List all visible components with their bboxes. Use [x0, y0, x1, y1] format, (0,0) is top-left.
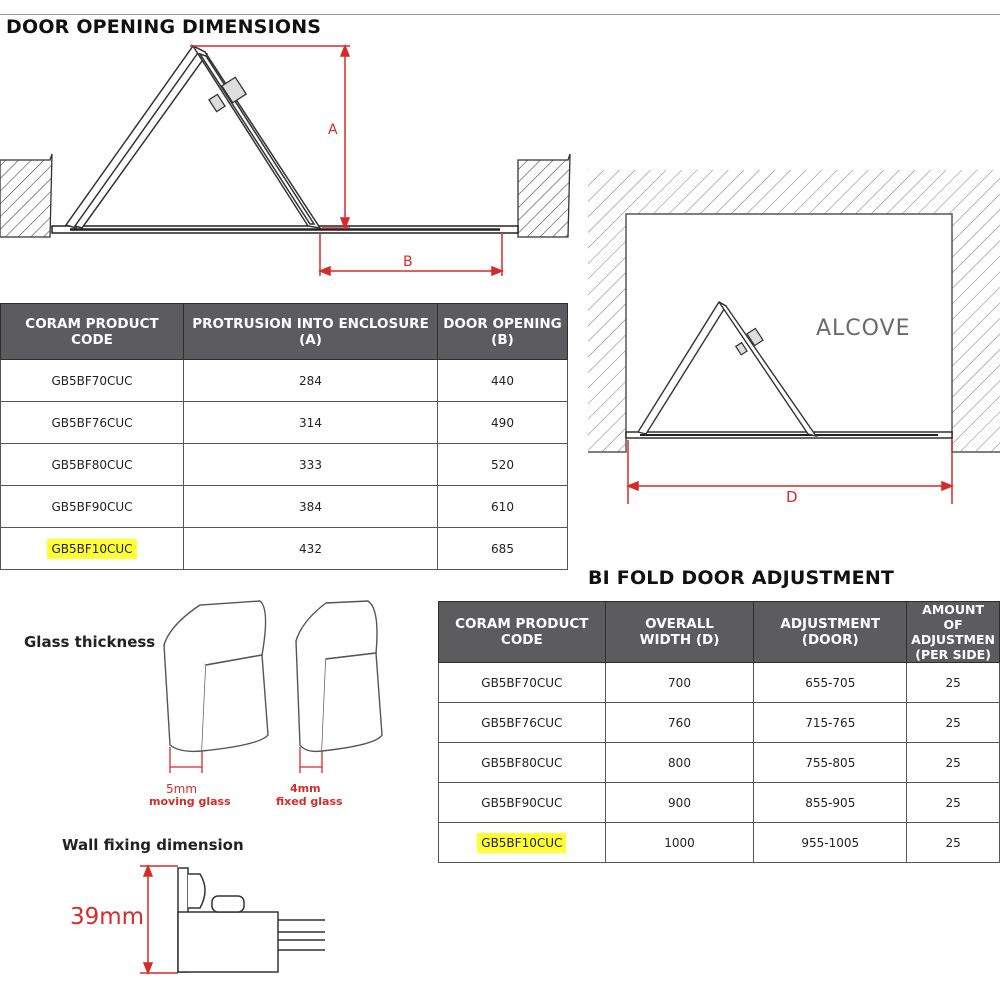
adjustment-value: 955-1005	[754, 823, 907, 863]
table-row	[1, 402, 568, 444]
dimension-a-label: A	[328, 122, 338, 138]
fixed-glass-label: fixed glass	[276, 795, 343, 808]
moving-glass-mm: 5mm	[166, 782, 198, 796]
dimension-d-label: D	[786, 488, 798, 506]
per-side-value: 25	[907, 743, 1000, 783]
wall-fixing-diagram	[130, 860, 330, 985]
door-opening-diagram	[0, 0, 580, 290]
product-code-highlighted: GB5BF10CUC	[1, 528, 184, 570]
table-row	[439, 703, 1000, 743]
width-value: 900	[605, 783, 754, 823]
product-code-highlighted: GB5BF10CUC	[439, 823, 606, 863]
folded-door-panels	[66, 46, 320, 228]
per-side-value: 25	[907, 783, 1000, 823]
adjustment-value: 855-905	[754, 783, 907, 823]
fixed-glass-mm: 4mm	[290, 782, 321, 795]
width-value: 1000	[605, 823, 754, 863]
left-wall	[0, 154, 52, 237]
product-code: GB5BF76CUC	[1, 402, 184, 444]
table-row	[1, 486, 568, 528]
table-row	[439, 663, 1000, 703]
right-wall	[518, 154, 570, 237]
opening-value: 610	[438, 486, 568, 528]
product-code: GB5BF70CUC	[1, 360, 184, 402]
col-header-per-side: AMOUNT OF ADJUSTMEN (PER SIDE)	[907, 602, 1000, 663]
glass-thickness-label: Glass thickness	[24, 633, 156, 651]
dimension-b-label: B	[403, 254, 413, 270]
protrusion-value: 284	[184, 360, 438, 402]
wall-profile	[178, 868, 325, 972]
adjustment-value: 715-765	[754, 703, 907, 743]
width-value: 700	[605, 663, 754, 703]
per-side-value: 25	[907, 703, 1000, 743]
opening-value: 440	[438, 360, 568, 402]
wall-fixing-label: Wall fixing dimension	[62, 836, 244, 854]
width-value: 760	[605, 703, 754, 743]
per-side-value: 25	[907, 823, 1000, 863]
product-code: GB5BF80CUC	[1, 444, 184, 486]
col-header-adjustment: ADJUSTMENT (DOOR)	[754, 602, 907, 663]
col-header-code: CORAM PRODUCT CODE	[439, 602, 606, 663]
product-code: GB5BF80CUC	[439, 743, 606, 783]
moving-glass-label: moving glass	[149, 795, 231, 808]
product-code: GB5BF90CUC	[1, 486, 184, 528]
door-opening-heading: DOOR OPENING DIMENSIONS	[6, 16, 322, 38]
opening-value: 685	[438, 528, 568, 570]
fixed-glass-block	[296, 601, 382, 751]
wall-fixing-dimension	[140, 866, 178, 973]
table-row	[439, 743, 1000, 783]
table-row	[1, 444, 568, 486]
moving-glass-block	[164, 601, 268, 751]
col-header-protrusion: PROTRUSION INTO ENCLOSURE (A)	[184, 304, 438, 360]
alcove-label: ALCOVE	[816, 316, 911, 341]
col-header-opening: DOOR OPENING (B)	[438, 304, 568, 360]
table-row	[439, 823, 1000, 863]
product-code: GB5BF70CUC	[439, 663, 606, 703]
adjustment-value: 755-805	[754, 743, 907, 783]
table-row	[1, 360, 568, 402]
table-row	[439, 783, 1000, 823]
protrusion-value: 432	[184, 528, 438, 570]
bifold-adjustment-table	[438, 601, 1000, 863]
bifold-heading: BI FOLD DOOR ADJUSTMENT	[588, 567, 895, 589]
product-code: GB5BF76CUC	[439, 703, 606, 743]
alcove-folded-door	[638, 302, 816, 436]
col-header-width: OVERALL WIDTH (D)	[605, 602, 754, 663]
protrusion-value: 314	[184, 402, 438, 444]
protrusion-value: 384	[184, 486, 438, 528]
col-header-code: CORAM PRODUCT CODE	[1, 304, 184, 360]
door-opening-table	[0, 303, 568, 570]
width-value: 800	[605, 743, 754, 783]
product-code: GB5BF90CUC	[439, 783, 606, 823]
protrusion-value: 333	[184, 444, 438, 486]
wall-fixing-mm: 39mm	[70, 904, 145, 930]
alcove-diagram	[588, 170, 1000, 520]
opening-value: 490	[438, 402, 568, 444]
table-row	[1, 528, 568, 570]
opening-value: 520	[438, 444, 568, 486]
glass-thickness-diagram	[150, 595, 400, 795]
per-side-value: 25	[907, 663, 1000, 703]
adjustment-value: 655-705	[754, 663, 907, 703]
